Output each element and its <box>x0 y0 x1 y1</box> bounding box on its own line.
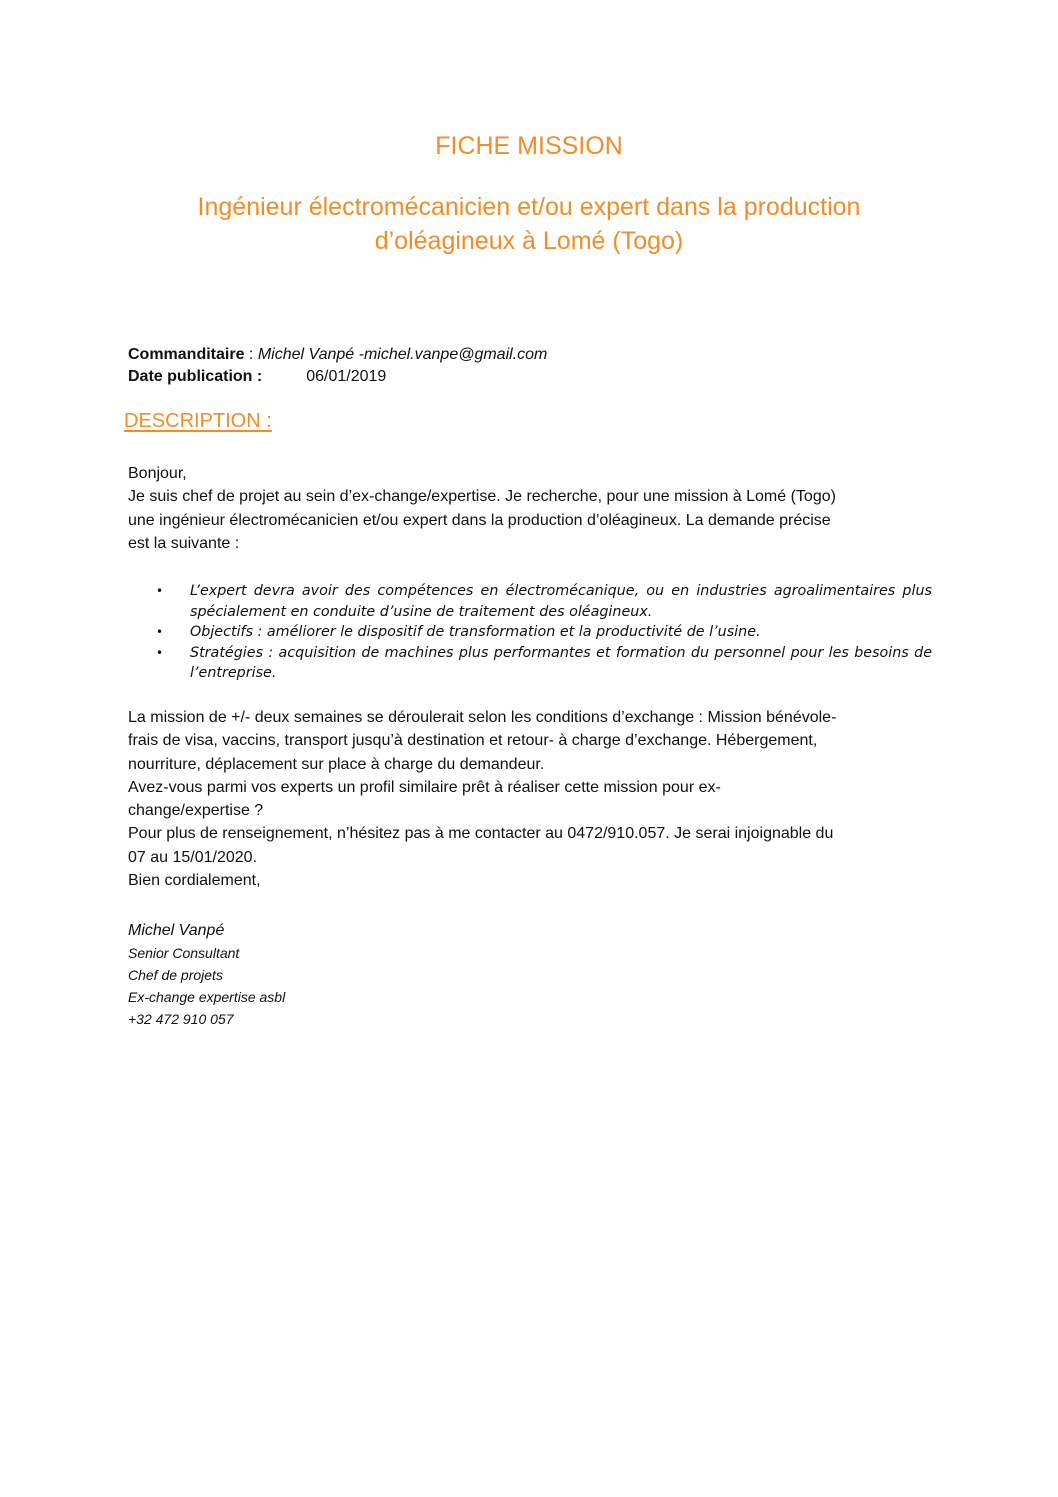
mission-line: Bien cordialement, <box>128 872 261 890</box>
mission-line: Avez-vous parmi vos experts un profil similaire prêt à réaliser cette mission pour ex- <box>128 778 721 796</box>
commanditaire-separator: : <box>244 346 258 363</box>
subtitle-line: Ingénieur électromécanicien et/ou expert dans la production <box>197 193 861 221</box>
date-value: 06/01/2019 <box>306 368 387 385</box>
list-item <box>156 622 932 643</box>
subtitle-line: d’oléagineux à Lomé (Togo) <box>374 227 684 255</box>
list-item <box>156 643 932 684</box>
date-separator: : <box>252 368 263 385</box>
signature-role: Senior Consultant <box>128 945 240 961</box>
mission-line: Pour plus de renseignement, n’hésitez pas à me contacter au 0472/910.057. Je serai injoignable du <box>128 825 834 843</box>
page-title: FICHE MISSION <box>435 132 623 160</box>
date-label: Date publication <box>128 368 253 385</box>
mission-line: 07 au 15/01/2020. <box>128 848 258 866</box>
intro-line: est la suivante : <box>128 534 240 552</box>
mission-line: change/expertise ? <box>128 802 264 820</box>
commanditaire-row <box>128 344 547 366</box>
bullet-icon: • <box>156 645 164 660</box>
commanditaire-value: Michel Vanpé -michel.vanpe@gmail.com <box>257 346 548 363</box>
mission-paragraph <box>128 706 928 892</box>
list-item-text: Stratégies : acquisition de machines plus performantes et formation du personnel pour les besoins de l’entreprise. <box>190 644 932 681</box>
mission-line: La mission de +/- deux semaines se déroulerait selon les conditions d’exchange : Mission bénévole- <box>128 709 837 726</box>
requirements-list <box>156 581 932 684</box>
signature-organization: Ex-change expertise asbl <box>128 989 286 1005</box>
intro-line: Bonjour, <box>128 465 187 482</box>
intro-line: Je suis chef de projet au sein d’ex-change/expertise. Je recherche, pour une mission à Lomé (Togo) <box>128 488 836 506</box>
intro-paragraph <box>128 462 928 555</box>
description-heading: DESCRIPTION : <box>124 410 272 432</box>
list-item-text: Objectifs : améliorer le dispositif de transformation et la productivité de l’usine. <box>190 624 761 640</box>
list-item <box>156 581 932 622</box>
mission-line: nourriture, déplacement sur place à charge du demandeur. <box>128 755 545 773</box>
intro-line: une ingénieur électromécanicien et/ou expert dans la production d’oléagineux. La demande précise <box>128 511 831 529</box>
signature-phone: +32 472 910 057 <box>128 1011 234 1027</box>
mission-meta <box>128 344 547 388</box>
date-row <box>128 366 547 388</box>
signature-block <box>128 920 285 1030</box>
mission-line: frais de visa, vaccins, transport jusqu’à destination et retour- à charge d’exchange. Hébergement, <box>128 732 818 750</box>
page-subtitle <box>0 190 1058 258</box>
bullet-icon: • <box>156 625 164 639</box>
commanditaire-label: Commanditaire <box>128 346 245 363</box>
bullet-icon: • <box>156 584 164 598</box>
list-item-text: L’expert devra avoir des compétences en électromécanique, ou en industries agroalimentaires plus spécialement en conduite d’usine de traitement des oléagineux. <box>190 583 932 620</box>
signature-position: Chef de projets <box>128 967 223 983</box>
signature-name: Michel Vanpé <box>128 922 225 939</box>
